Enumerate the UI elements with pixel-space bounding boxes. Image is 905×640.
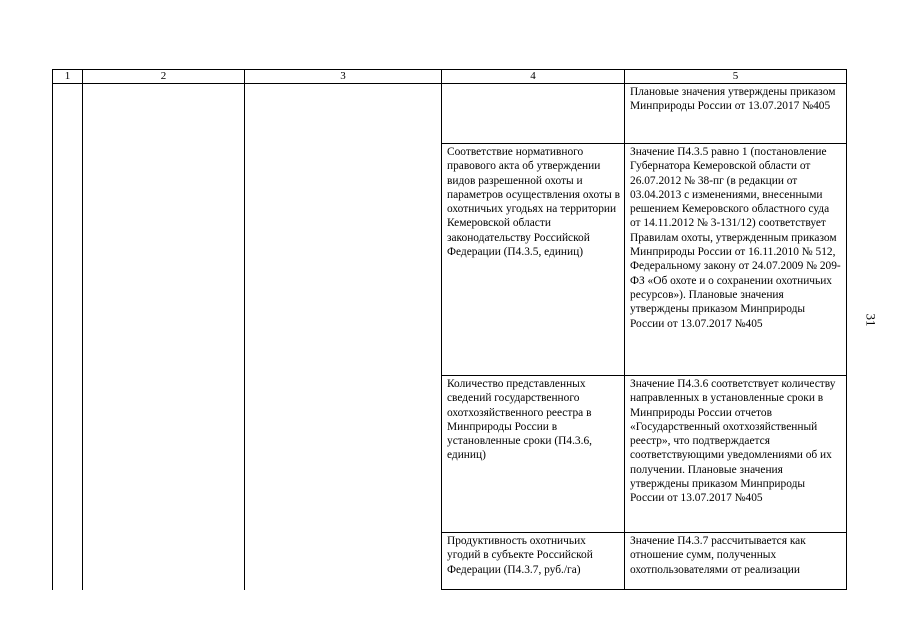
col3-cell — [245, 84, 442, 590]
description-cell: Значение П4.3.5 равно 1 (постановление Губернатора Кемеровской области от 26.07.2012 № 38-пг (в редакции от 03.04.2013 с изменениями, внесенными решением Кемеровского областного суда от 14.11.2012 № 3-131/12) соответствует Правилам охоты, утвержденным приказом Минприроды России от 16.11.2010 № 512, Федеральному закону от 24.07.2009 № 209-ФЗ «Об охоте и о сохранении охотничьих ресурсов»). Плановые значения утверждены приказом Минприроды России от 13.07.2017 №405 — [625, 144, 847, 376]
indicator-cell: Соответствие нормативного правового акта об утверждении видов разрешенной охоты и параметров осуществления охоты в охотничьих угодьях на территории Кемеровской области законодательству Российской Федерации (П4.3.5, единиц) — [442, 144, 625, 376]
description-cell: Значение П4.3.6 соответствует количеству направленных в установленные сроки в Минприроды России отчетов «Государственный охотхозяйственный реестр», что подтверждается соответствующими уведомлениями об их получении. Плановые значения утверждены приказом Минприроды России от 13.07.2017 №405 — [625, 376, 847, 533]
indicator-cell: Продуктивность охотничьих угодий в субъекте Российской Федерации (П4.3.7, руб./га) — [442, 533, 625, 590]
header-cell-2: 2 — [83, 70, 245, 84]
description-cell: Плановые значения утверждены приказом Минприроды России от 13.07.2017 №405 — [625, 84, 847, 144]
document-table — [52, 69, 847, 590]
indicator-cell: Количество представленных сведений государственного охотхозяйственного реестра в Минприроды России в установленные сроки (П4.3.6, единиц) — [442, 376, 625, 533]
table-header-row — [53, 70, 847, 84]
header-cell-5: 5 — [625, 70, 847, 84]
header-cell-3: 3 — [245, 70, 442, 84]
header-cell-1: 1 — [53, 70, 83, 84]
table-row — [53, 84, 847, 144]
indicator-cell — [442, 84, 625, 144]
page-number: 31 — [863, 313, 879, 327]
description-cell: Значение П4.3.7 рассчитывается как отношение сумм, полученных охотпользователями от реализации — [625, 533, 847, 590]
col2-cell — [83, 84, 245, 590]
header-cell-4: 4 — [442, 70, 625, 84]
col1-cell — [53, 84, 83, 590]
